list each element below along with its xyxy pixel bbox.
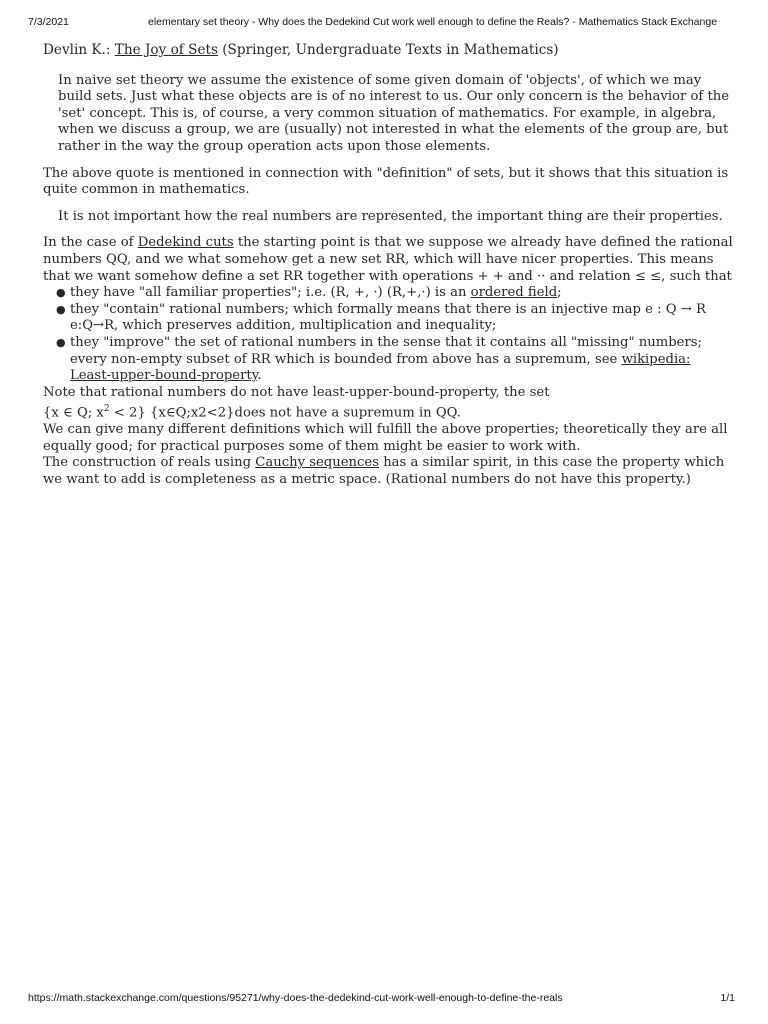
- blockquote-1: In naive set theory we assume the existence of some given domain of 'objects', of which we may build sets. Just what these objects are is of no interest to us. Our only concern is the behavior of the 'set' concept. This is, of course, a very common situation of mathematics. For example, in algebra, when we discuss a group, we are (usually) not interested in what the elements of the group are, but rather in the way the group operation acts upon those elements.: [58, 72, 730, 154]
- list-item: [56, 334, 733, 385]
- print-footer: [0, 992, 768, 1008]
- citation-author: Devlin K.:: [43, 42, 115, 58]
- set-tail: {x∈Q;x2<2}does not have a supremum in QQ.: [145, 405, 461, 421]
- paragraph-2-text-b: the starting point is that we suppose we already have defined the rational numbers QQ, and we what somehow get a new set RR, which will have nicer properties. This means that we want somehow define a set RR together with operations + + and ·· and relation ≤ ≤, such that: [43, 235, 733, 284]
- paragraph-2: [43, 235, 733, 285]
- print-url: https://math.stackexchange.com/questions/95271/why-does-the-dedekind-cut-work-well-enough-to-define-the-reals: [28, 992, 563, 1004]
- set-math: {x ∈ Q; x: [43, 405, 104, 421]
- paragraph-1: The above quote is mentioned in connection with "definition" of sets, but it shows that this situation is quite common in mathematics.: [43, 165, 729, 198]
- bullet-3-text: they "improve" the set of rational numbers in the sense that it contains all "missing" numbers; every non-empty subset of RR which is bounded from above has a supremum, see: [70, 334, 702, 367]
- list-item: [56, 285, 733, 302]
- bullet-2-text: they "contain" rational numbers; which formally means that there is an injective map e : Q → R e:Q→R, which preserves addition, multiplication and inequality;: [70, 301, 706, 334]
- wikipedia-link[interactable]: wikipedia: Least-upper-bound-property: [70, 351, 691, 384]
- bullet-1-end: ;: [557, 285, 562, 301]
- bullet-icon: ●: [56, 286, 66, 300]
- list-item: [56, 301, 733, 335]
- print-header: [0, 16, 768, 32]
- cauchy-sequences-link[interactable]: Cauchy sequences: [255, 455, 379, 471]
- note-line: Note that rational numbers do not have least-upper-bound-property, the set: [43, 384, 550, 400]
- answer-body: [43, 42, 733, 489]
- paragraph-3: We can give many different definitions which will fulfill the above properties; theoretically they are all equally good; for practical purposes some of them might be easier to work with.: [43, 422, 728, 454]
- set-definition: [43, 401, 733, 422]
- print-title: elementary set theory - Why does the Dedekind Cut work well enough to define the Reals? - Mathematics Stack Exchange: [148, 16, 718, 28]
- set-math-end: < 2}: [109, 405, 146, 421]
- bullet-3-end: .: [257, 368, 262, 384]
- set-exponent: 2: [103, 404, 110, 415]
- bullet-icon: ●: [56, 302, 66, 316]
- paragraph-2-text-a: In the case of: [43, 235, 138, 251]
- paragraph-4-text-b: has a similar spirit, in this case the property which we want to add is completeness as a metric space. (Rational numbers do not have this property.): [43, 455, 725, 488]
- page-number: 1/1: [720, 992, 735, 1004]
- dedekind-cuts-link[interactable]: Dedekind cuts: [137, 235, 234, 251]
- print-date: 7/3/2021: [28, 16, 69, 28]
- paragraph-4-text-a: The construction of reals using: [43, 455, 256, 471]
- bullet-icon: ●: [56, 335, 66, 349]
- book-link[interactable]: The Joy of Sets: [114, 42, 218, 58]
- citation-suffix: (Springer, Undergraduate Texts in Mathematics): [217, 42, 559, 58]
- ordered-field-link[interactable]: ordered field: [470, 285, 558, 301]
- paragraph-4: [43, 455, 733, 488]
- blockquote-2: It is not important how the real numbers are represented, the important thing are their properties.: [58, 208, 723, 224]
- citation: [43, 42, 733, 59]
- properties-list: [43, 285, 733, 385]
- bullet-1-text: they have "all familiar properties"; i.e. (R, +, ·) (R,+,·) is an: [70, 285, 471, 301]
